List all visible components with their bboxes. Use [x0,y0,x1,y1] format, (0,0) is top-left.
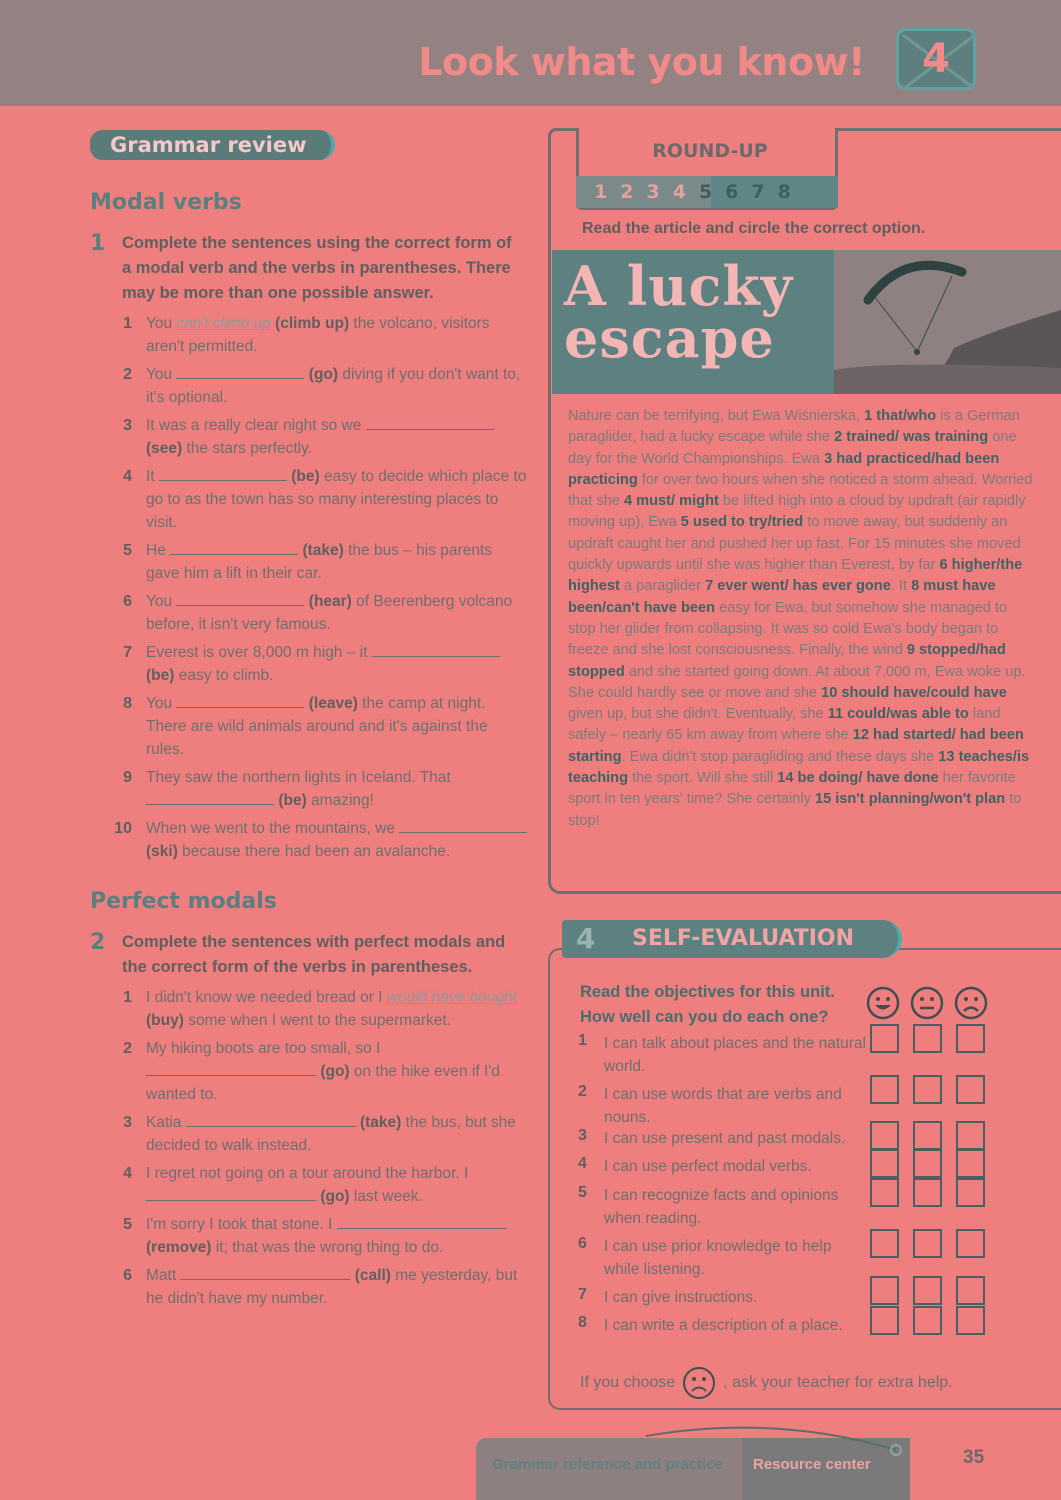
self-evaluation-footer [580,1366,953,1400]
grammar-reference-link[interactable]: Grammar reference and practice [492,1456,723,1473]
item-text-pre: You [146,695,177,712]
item-text-post: diving if you don't want to, it's optional. [146,366,521,406]
item-text [146,414,528,460]
unit-number-1: 1 [594,181,608,203]
item-text [146,766,528,812]
checkbox-happy[interactable] [870,1276,899,1305]
item-number: 8 [123,695,132,712]
checkbox-sad[interactable] [956,1178,985,1207]
verb-in-parentheses: (climb up) [275,315,350,332]
item-text-post: last week. [349,1188,423,1205]
exercise-item [108,312,530,358]
item-number: 4 [123,1165,132,1182]
footer-prefix: If you choose [580,1374,676,1391]
exercise-item [108,817,530,863]
item-text-pre: My hiking boots are too small, so I [146,1040,381,1057]
unit-number-5: 5 [698,181,713,203]
exercise-2-items [108,986,530,1310]
exercise-1-items [108,312,530,863]
article-text-run: her favorite sport in ten years' time? She certainly [568,770,1016,808]
item-number: 4 [123,468,132,485]
answer-blank[interactable] [176,590,304,606]
checkbox-neutral[interactable] [913,1024,942,1053]
item-text [146,1213,528,1259]
exercise-item [108,465,530,534]
neutral-face-icon [910,986,944,1020]
objective-text: I can recognize facts and opinions when reading. [604,1187,839,1227]
item-number: 6 [123,1267,132,1284]
objective-number: 7 [578,1286,587,1303]
article-text-run: to move away, but suddenly an updraft caught her and pushed her up fast. For 15 minutes she moved quickly upwards until she was higher than Everest, by far [568,514,1021,574]
self-evaluation-title: SELF-EVALUATION [632,926,855,951]
rating-checkboxes [870,1149,985,1178]
item-text-post: because there had been an avalanche. [177,843,451,860]
exercise-item [108,766,530,812]
exercise-item [108,1264,530,1310]
rating-checkboxes [870,1178,985,1207]
exercise-item [108,986,530,1032]
verb-in-parentheses: (leave) [308,695,358,712]
checkbox-neutral[interactable] [913,1229,942,1258]
answer-option[interactable]: 5 used to try/tried [680,514,804,531]
article-text-run: to stop! [568,791,1022,829]
objective-text: I can use prior knowledge to help while listening. [604,1238,832,1278]
verb-in-parentheses: (be) [146,667,175,684]
unit-number-3: 3 [646,181,660,203]
example-answer: would have bought [386,989,517,1006]
swoosh-decoration [476,1420,916,1460]
item-text-pre: It was a really clear night so we [146,417,366,434]
exercise-item [108,1213,530,1259]
article-text-run: Nature can be terrifying, but Ewa Wiśnierska, [568,408,865,424]
checkbox-sad[interactable] [956,1121,985,1150]
item-text-post: the bus – his parents gave him a lift in their car. [146,542,493,582]
checkbox-happy[interactable] [870,1075,899,1104]
rating-checkboxes [870,1306,985,1335]
example-answer: can't climb up [176,315,271,332]
self-evaluation-unit-number: 4 [576,922,596,955]
item-text-post: the stars perfectly. [182,440,312,457]
exercise-item [108,363,530,409]
objective-text: I can use words that are verbs and nouns. [604,1086,842,1126]
answer-blank[interactable] [146,1060,316,1076]
exercise-2-header [90,930,530,980]
answer-blank[interactable] [159,465,287,481]
item-text [146,1264,528,1310]
article-text-run: is a German paraglider, had a lucky escape while she [568,408,1020,446]
item-number: 6 [123,593,132,610]
objective-number: 1 [578,1032,587,1049]
checkbox-sad[interactable] [956,1276,985,1305]
exercise-1-header [90,231,530,306]
objective-row [578,1032,1028,1078]
checkbox-sad[interactable] [956,1075,985,1104]
article-text [568,406,1038,832]
article-text-run: easy for Ewa, but somehow she managed to stop her glider from collapsing. It was so cold Ewa's body began to freeze and she lost consciousness. Finally, the wind [568,599,1008,659]
item-text [146,986,528,1032]
article-title [564,254,830,386]
rating-checkboxes [870,1075,985,1104]
item-text-post: it; that was the wrong thing to do. [211,1239,444,1256]
exercise-1-number: 1 [90,231,106,256]
perfect-modals-heading: Perfect modals [90,889,277,914]
objective-number: 6 [578,1235,587,1252]
unit-badge [896,28,976,90]
page-number: 35 [963,1447,985,1468]
answer-option[interactable]: 8 must have been/can't have been [568,578,996,616]
self-evaluation-badge [562,920,902,958]
checkbox-happy[interactable] [870,1024,899,1053]
rating-checkboxes [870,1276,985,1305]
paraglider-photo [834,250,1061,394]
unit-number-4: 4 [672,181,686,203]
sad-face-icon [679,1366,719,1400]
item-text-pre: He [146,542,171,559]
exercise-2-instruction: Complete the sentences with perfect modals and the correct form of the verbs in parentheses. [122,933,506,976]
answer-option[interactable]: 1 that/who [864,408,937,424]
exercise-item [108,1111,530,1157]
answer-blank[interactable] [176,692,304,708]
checkbox-neutral[interactable] [913,1149,942,1178]
verb-in-parentheses: (go) [320,1063,350,1080]
verb-in-parentheses: (hear) [308,593,352,610]
item-text [146,692,528,761]
objective-text: I can use present and past modals. [604,1130,846,1147]
answer-option[interactable]: 4 must/ might [623,493,719,510]
self-evaluation-instruction: Read the objectives for this unit. How well can you do each one? [580,983,835,1026]
item-text [146,363,528,409]
answer-option[interactable]: 12 had started/ had been starting [568,727,1024,765]
answer-blank[interactable] [170,539,298,555]
answer-option[interactable]: 15 isn't planning/won't plan [814,791,1006,808]
unit-number-7: 7 [751,181,765,203]
grammar-review-column [90,130,530,1315]
verb-in-parentheses: (be) [291,468,320,485]
objective-row [578,1314,1028,1337]
verb-in-parentheses: (go) [308,366,339,383]
article-text-run: be lifted high into a cloud by updraft (air rapidly moving up), Ewa [568,493,1026,531]
verb-in-parentheses: (call) [354,1267,391,1284]
item-text-post: the volcano, visitors aren't permitted. [146,315,490,355]
checkbox-sad[interactable] [956,1229,985,1258]
checkbox-happy[interactable] [870,1306,899,1335]
article-header [552,250,1061,394]
objective-text: I can talk about places and the natural world. [604,1035,866,1075]
objective-row [578,1235,1028,1281]
answer-blank[interactable] [366,414,494,430]
answer-blank[interactable] [180,1264,350,1280]
checkbox-neutral[interactable] [913,1121,942,1150]
checkbox-sad[interactable] [956,1024,985,1053]
answer-blank[interactable] [399,817,527,833]
checkbox-sad[interactable] [956,1149,985,1178]
checkbox-neutral[interactable] [913,1075,942,1104]
objective-number: 2 [578,1083,587,1100]
item-number: 2 [123,366,132,383]
item-text [146,465,528,534]
article-text-run: the sport. Will she still [628,770,778,787]
item-number: 7 [123,644,132,661]
item-number: 1 [123,989,132,1006]
item-text [146,312,528,358]
article-text-run: for over two hours when she noticed a storm ahead. Worried that she [568,471,1033,510]
article-text-run: land safely – nearly 65 km away from where she [568,706,1001,744]
item-number: 1 [123,315,132,332]
item-text-pre: I didn't know we needed bread or I [146,989,387,1006]
answer-option[interactable]: 10 should have/could have [821,684,1007,701]
item-text [146,539,528,585]
answer-option[interactable]: 13 teaches/is teaching [568,748,1030,787]
round-up-unit-numbers [576,176,838,208]
objective-row [578,1155,1028,1178]
exercise-item [108,1037,530,1106]
item-text [146,641,528,687]
article-text-run: one day for the World Championships. Ewa [568,429,1017,467]
item-text-pre: I regret not going on a tour around the harbor. I [146,1165,469,1182]
article-text-run: a paraglider [619,578,706,595]
item-text-post: on the hike even if I'd wanted to. [146,1063,500,1103]
verb-in-parentheses: (take) [302,542,344,559]
footer-suffix: , ask your teacher for extra help. [723,1374,953,1391]
paraglider-image [834,250,1061,394]
modal-verbs-heading: Modal verbs [90,190,242,215]
item-text-pre: Katia [146,1114,186,1131]
checkbox-happy[interactable] [870,1121,899,1150]
rating-checkboxes [870,1024,985,1053]
verb-in-parentheses: (remove) [146,1239,212,1256]
item-text [146,590,528,636]
checkbox-neutral[interactable] [913,1276,942,1305]
objective-number: 3 [578,1127,587,1144]
answer-option[interactable]: 7 ever went/ has ever gone [705,578,891,595]
rating-checkboxes [870,1121,985,1150]
answer-blank[interactable] [337,1213,507,1229]
round-up-title: ROUND-UP [652,140,768,162]
item-number: 5 [123,1216,132,1233]
resource-center-link[interactable]: Resource center [753,1456,871,1473]
answer-option[interactable]: 14 be doing/ have done [777,770,939,787]
item-text-post: the camp at night. There are wild animals around and it's against the rules. [146,695,488,758]
article-text-run: and she started going down. At about 7,000 m, Ewa woke up. She could hardly see or move and she [568,663,1026,701]
objective-row [578,1127,1028,1150]
exercise-item [108,1162,530,1208]
item-number: 9 [123,769,132,786]
article-title-line-1: A lucky [564,254,794,318]
item-text [146,1037,528,1106]
exercise-item [108,539,530,585]
checkbox-neutral[interactable] [913,1306,942,1335]
item-text-pre: When we went to the mountains, we [146,820,400,837]
item-text-pre: Everest is over 8,000 m high – it [146,644,372,661]
article-text-run: given up, but she didn't. Eventually, she [568,706,828,723]
item-number: 3 [123,417,132,434]
verb-in-parentheses: (ski) [146,843,178,860]
answer-option[interactable]: 2 trained/ was training [834,429,989,446]
article-text-run: . It [890,578,912,595]
item-text-pre: It [146,468,159,485]
verb-in-parentheses: (go) [320,1188,350,1205]
exercise-item [108,692,530,761]
item-text-post: easy to climb. [174,667,274,684]
unit-number-8: 8 [777,181,791,203]
round-up-instruction: Read the article and circle the correct option. [582,220,926,237]
exercise-2-number: 2 [90,930,106,955]
page-title: Look what you know! [418,40,865,84]
item-text-post: the bus, but she decided to walk instead. [146,1114,516,1154]
objective-text: I can write a description of a place. [604,1317,843,1334]
verb-in-parentheses: (buy) [146,1012,184,1029]
answer-blank[interactable] [186,1111,356,1127]
checkbox-happy[interactable] [870,1229,899,1258]
objective-number: 8 [578,1314,587,1331]
verb-in-parentheses: (see) [146,440,183,457]
exercise-item [108,641,530,687]
item-text-post: of Beerenberg volcano before, it isn't very famous. [146,593,513,633]
checkbox-sad[interactable] [956,1306,985,1335]
item-text-pre: You [146,366,177,383]
objective-number: 5 [578,1184,587,1201]
item-text-pre: I'm sorry I took that stone. I [146,1216,337,1233]
rating-faces [866,986,988,1020]
checkbox-happy[interactable] [870,1178,899,1207]
article-title-line-2: escape [564,306,775,370]
answer-option[interactable]: 3 had practiced/had been practicing [568,450,1000,488]
verb-in-parentheses: (take) [359,1114,402,1131]
item-text-post: easy to decide which place to go to as the town has so many interesting places to visit. [146,468,527,531]
unit-number-6: 6 [725,181,739,203]
item-number: 10 [114,820,132,837]
unit-number: 4 [922,36,950,82]
unit-number-2: 2 [620,181,634,203]
exercise-1-instruction: Complete the sentences using the correct form of a modal verb and the verbs in parentheses. There may be more than one possible answer. [122,234,512,302]
item-text-pre: You [146,593,177,610]
sad-face-icon [954,986,988,1020]
happy-face-icon [866,986,900,1020]
item-text-post: me yesterday, but he didn't have my number. [146,1267,518,1307]
answer-blank[interactable] [146,789,274,805]
answer-option[interactable]: 11 could/was able to [827,706,969,723]
answer-option[interactable]: 9 stopped/had stopped [568,642,1006,680]
self-evaluation-section [548,920,1061,1410]
item-number: 5 [123,542,132,559]
article-text-run: . Ewa didn't stop paragliding and these days she [621,748,939,765]
item-text-pre: Matt [146,1267,181,1284]
exercise-item [108,414,530,460]
answer-option[interactable]: 6 higher/the highest [568,557,1023,595]
answer-blank[interactable] [176,363,304,379]
exercise-item [108,590,530,636]
item-text-pre: You [146,315,177,332]
item-number: 2 [123,1040,132,1057]
checkbox-neutral[interactable] [913,1178,942,1207]
item-number: 3 [123,1114,132,1131]
verb-in-parentheses: (be) [278,792,307,809]
bottom-nav-bar [476,1438,910,1500]
item-text [146,1111,528,1157]
objective-text: I can use perfect modal verbs. [604,1158,812,1175]
item-text-post: some when I went to the supermarket. [183,1012,451,1029]
answer-blank[interactable] [146,1185,316,1201]
item-text-pre: They saw the northern lights in Iceland. That [146,769,451,786]
rating-checkboxes [870,1229,985,1258]
grammar-review-label: Grammar review [90,130,335,160]
objective-row [578,1184,1028,1230]
item-text [146,1162,528,1208]
item-text-post: amazing! [306,792,374,809]
item-text [146,817,528,863]
checkbox-happy[interactable] [870,1149,899,1178]
answer-blank[interactable] [372,641,500,657]
objective-number: 4 [578,1155,587,1172]
objective-text: I can give instructions. [604,1289,758,1306]
